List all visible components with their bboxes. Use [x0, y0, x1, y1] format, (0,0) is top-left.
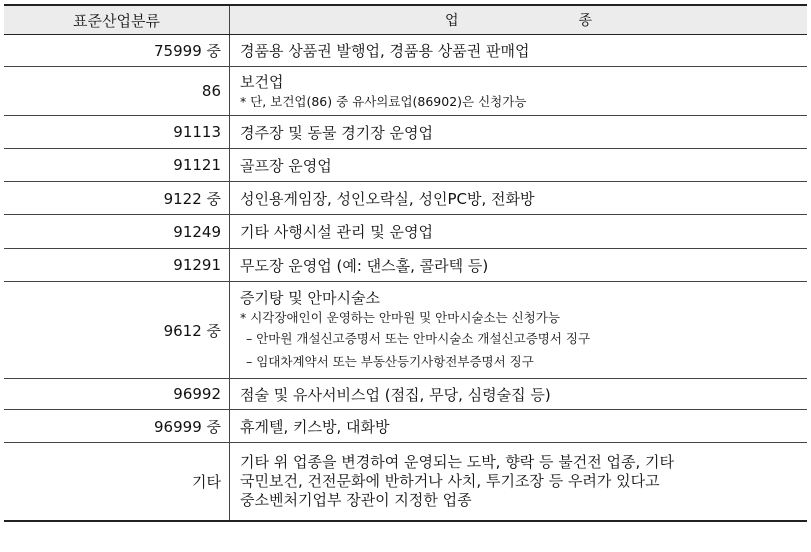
row-business-main: 보건업 [240, 72, 284, 91]
row-business: 경품용 상품권 발행업, 경품용 상품권 판매업 [230, 35, 808, 67]
header-business-left: 업 [444, 13, 459, 29]
table-row [4, 215, 807, 249]
table-row [4, 282, 807, 379]
table-row [4, 249, 807, 282]
row-business-note: * 단, 보건업(86) 중 유사의료업(86902)은 신청가능 [240, 93, 527, 109]
table-row [4, 116, 807, 149]
row-business-note: * 시각장애인이 운영하는 안마원 및 안마시술소는 신청가능 [240, 309, 560, 325]
row-business [230, 67, 808, 116]
row-code: 91249 [4, 215, 230, 249]
row-business-subnote: – 안마원 개설신고증명서 또는 안마시술소 개설신고증명서 징구 [246, 330, 591, 346]
row-code: 기타 [4, 443, 230, 521]
row-business [230, 282, 808, 379]
header-code: 표준산업분류 [4, 5, 230, 35]
row-business: 경주장 및 동물 경기장 운영업 [230, 116, 808, 149]
row-business-subnote: – 임대차계약서 또는 부동산등기사항전부증명서 징구 [246, 353, 534, 369]
table-row [4, 35, 807, 67]
row-business: 기타 사행시설 관리 및 운영업 [230, 215, 808, 249]
table-header-row [4, 5, 807, 35]
row-business: 휴게텔, 키스방, 대화방 [230, 410, 808, 443]
row-code: 96992 [4, 379, 230, 410]
row-business-line: 기타 위 업종을 변경하여 운영되는 도박, 향락 등 불건전 업종, 기타 [240, 452, 674, 471]
row-code: 75999 중 [4, 35, 230, 67]
row-business-line: 중소벤처기업부 장관이 지정한 업종 [240, 490, 472, 509]
row-code: 9612 중 [4, 282, 230, 379]
table-row [4, 67, 807, 116]
row-code: 86 [4, 67, 230, 116]
row-business: 점술 및 유사서비스업 (점집, 무당, 심령술집 등) [230, 379, 808, 410]
row-business [230, 443, 808, 521]
row-code: 91291 [4, 249, 230, 282]
table-row [4, 149, 807, 182]
header-business-right: 종 [578, 13, 593, 29]
row-business-line: 국민보건, 건전문화에 반하거나 사치, 투기조장 등 우려가 있다고 [240, 471, 660, 490]
row-code: 9122 중 [4, 182, 230, 215]
table-row [4, 182, 807, 215]
table-row [4, 410, 807, 443]
table-row [4, 443, 807, 521]
row-business: 성인용게임장, 성인오락실, 성인PC방, 전화방 [230, 182, 808, 215]
row-business: 무도장 운영업 (예: 댄스홀, 콜라텍 등) [230, 249, 808, 282]
restricted-industry-table [4, 4, 807, 522]
row-code: 91113 [4, 116, 230, 149]
header-business [230, 5, 808, 35]
row-business-main: 증기탕 및 안마시술소 [240, 288, 380, 307]
row-code: 91121 [4, 149, 230, 182]
row-business: 골프장 운영업 [230, 149, 808, 182]
table-row [4, 379, 807, 410]
row-code: 96999 중 [4, 410, 230, 443]
